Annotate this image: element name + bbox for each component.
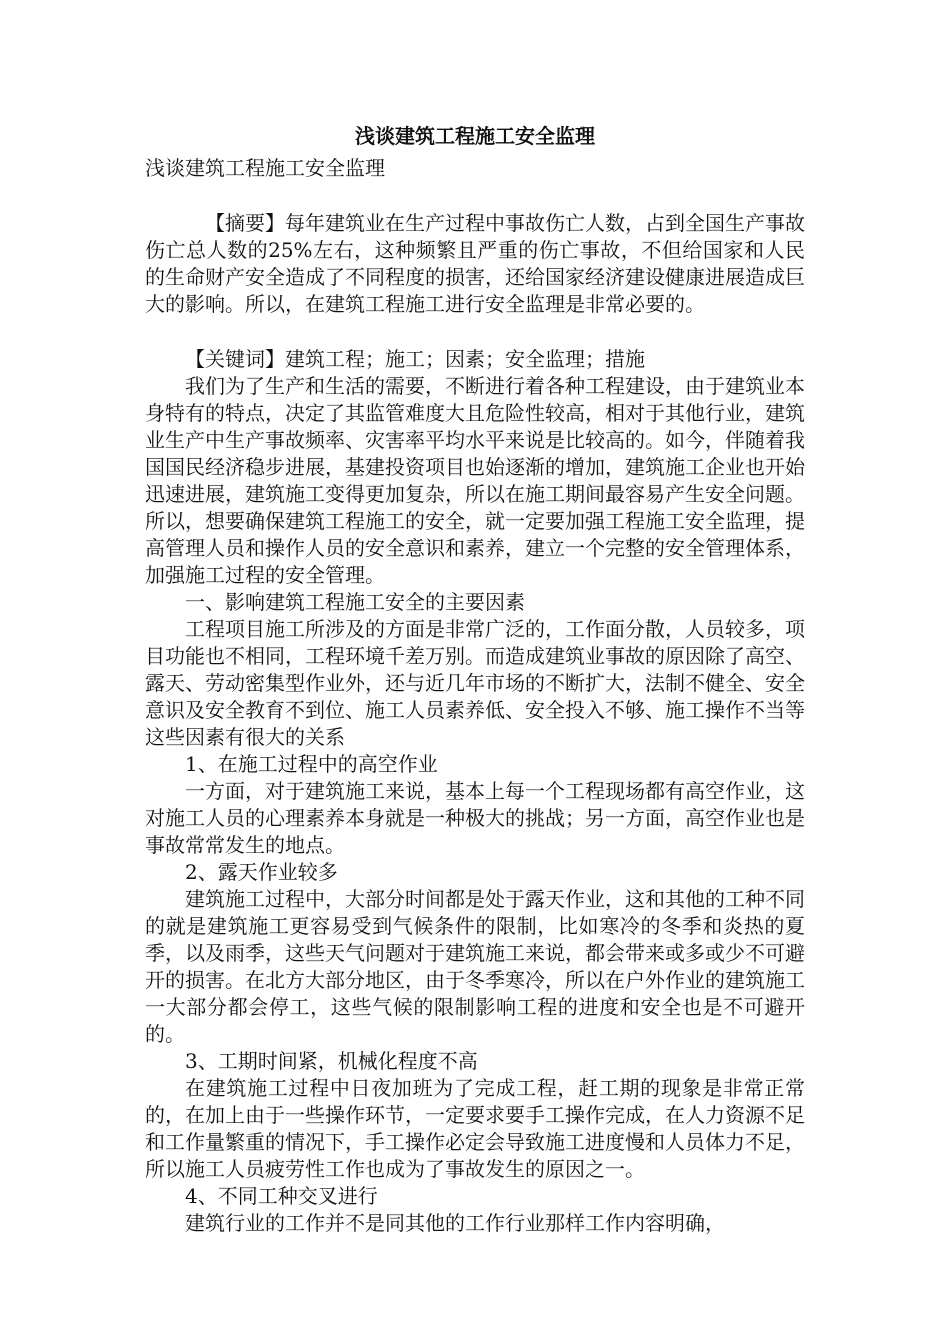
subsection-heading: 1、在施工过程中的高空作业 — [185, 752, 438, 776]
subsection-paragraph: 建筑行业的工作并不是同其他的工作行业那样工作内容明确， — [185, 1211, 725, 1235]
document-page — [145, 118, 805, 1237]
section-heading: 一、影响建筑工程施工安全的主要因素 — [185, 590, 525, 614]
subsection-heading: 4、不同工种交叉进行 — [185, 1184, 378, 1208]
subsection-paragraph: 建筑施工过程中，大部分时间都是处于露天作业，这和其他的工种不同的就是建筑施工更容易受到气候条件的限制，比如寒冷的冬季和炎热的夏季，以及雨季，这些天气问题对于建筑施工来说，都会带来或多或少不可避开的损害。在北方大部分地区，由于冬季寒冷，所以在户外作业的建筑施工一大部分都会停工，这些气候的限制影响工程的进度和安全也是不可避开的。 — [145, 887, 805, 1046]
section-paragraph: 工程项目施工所涉及的方面是非常广泛的，工作面分散，人员较多，项目功能也不相同，工程环境千差万别。而造成建筑业事故的原因除了高空、露天、劳动密集型作业外，还与近几年市场的不断扩大，法制不健全、安全意识及安全教育不到位、施工人员素养低、安全投入不够、施工操作不当等这些因素有很大的关系 — [145, 617, 805, 749]
document-subtitle: 浅谈建筑工程施工安全监理 — [145, 156, 385, 180]
document-title: 浅谈建筑工程施工安全监理 — [355, 124, 595, 148]
blank-line — [145, 182, 805, 210]
blank-line — [145, 318, 805, 346]
subsection-paragraph: 一方面，对于建筑施工来说，基本上每一个工程现场都有高空作业，这对施工人员的心理素养本身就是一种极大的挑战；另一方面，高空作业也是事故常常发生的地点。 — [145, 779, 805, 857]
intro-paragraph: 我们为了生产和生活的需要，不断进行着各种工程建设，由于建筑业本身特有的特点，决定了其监管难度大且危险性较高，相对于其他行业，建筑业生产中生产事故频率、灾害率平均水平来说是比较高的。如今，伴随着我国国民经济稳步进展，基建投资项目也始逐渐的增加，建筑施工企业也开始迅速进展，建筑施工变得更加复杂，所以在施工期间最容易产生安全问题。所以，想要确保建筑工程施工的安全，就一定要加强工程施工安全监理，提高管理人员和操作人员的安全意识和素养，建立一个完整的安全管理体系，加强施工过程的安全管理。 — [145, 374, 805, 587]
subsection-paragraph: 在建筑施工过程中日夜加班为了完成工程，赶工期的现象是非常正常的，在加上由于一些操作环节，一定要求要手工操作完成，在人力资源不足和工作量繁重的情况下，手工操作必定会导致施工进度慢和人员体力不足，所以施工人员疲劳性工作也成为了事故发生的原因之一。 — [145, 1076, 805, 1181]
keywords-line: 【关键词】建筑工程；施工；因素；安全监理；措施 — [185, 347, 645, 371]
subsection-heading: 3、工期时间紧，机械化程度不高 — [185, 1049, 478, 1073]
subsection-heading: 2、露天作业较多 — [185, 860, 338, 884]
abstract-paragraph: 【摘要】每年建筑业在生产过程中事故伤亡人数，占到全国生产事故伤亡总人数的25%左右，这种频繁且严重的伤亡事故，不但给国家和人民的生命财产安全造成了不同程度的损害，还给国家经济建设健康进展造成巨大的影响。所以，在建筑工程施工进行安全监理是非常必要的。 — [145, 211, 805, 316]
